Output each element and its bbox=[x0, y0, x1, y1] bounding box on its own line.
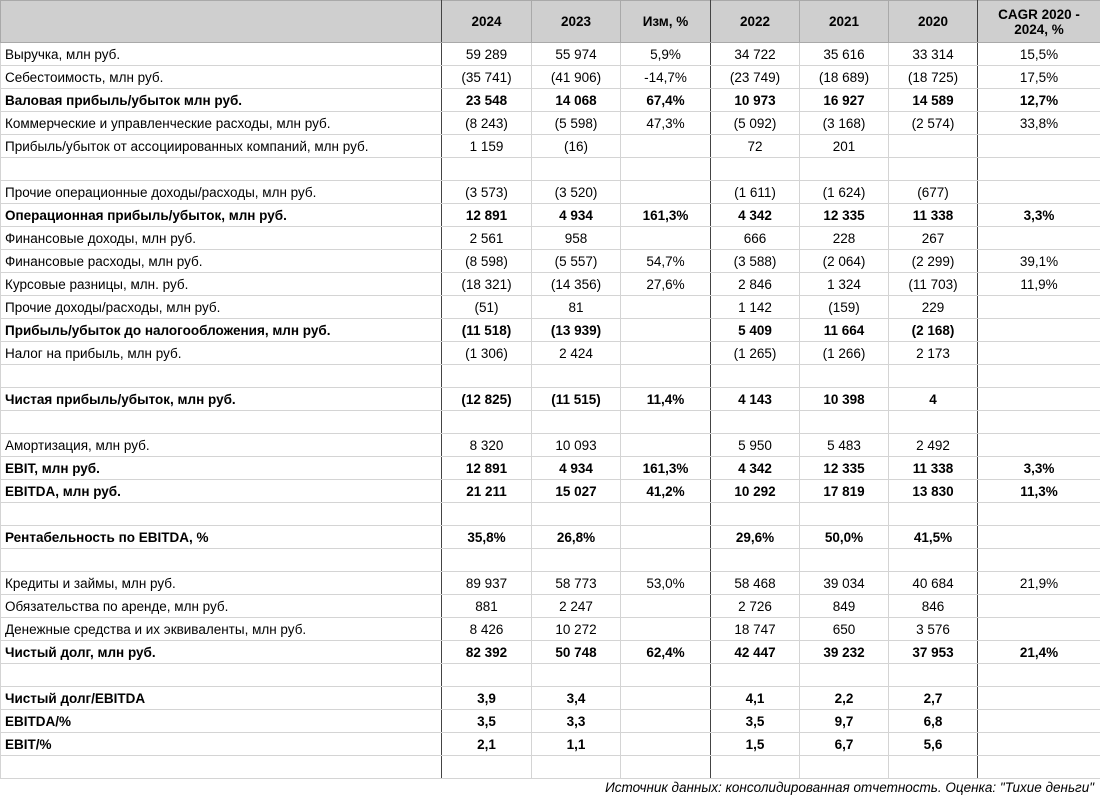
value-cell[interactable]: 37 953 bbox=[889, 641, 978, 664]
value-cell[interactable] bbox=[621, 181, 711, 204]
value-cell[interactable]: (3 588) bbox=[711, 250, 800, 273]
value-cell[interactable]: (677) bbox=[889, 181, 978, 204]
row-label-cell[interactable]: Операционная прибыль/убыток, млн руб. bbox=[1, 204, 442, 227]
value-cell[interactable]: (3 573) bbox=[442, 181, 532, 204]
value-cell[interactable]: (3 168) bbox=[800, 112, 889, 135]
header-col-2020[interactable]: 2020 bbox=[889, 1, 978, 43]
value-cell[interactable] bbox=[978, 549, 1100, 572]
value-cell[interactable]: 35 616 bbox=[800, 43, 889, 66]
table-row bbox=[1, 158, 1100, 181]
value-cell[interactable] bbox=[978, 388, 1100, 411]
source-note: Источник данных: консолидированная отчетность. Оценка: "Тихие деньги" bbox=[605, 780, 1094, 795]
value-cell[interactable]: (2 168) bbox=[889, 319, 978, 342]
table-row bbox=[1, 342, 1100, 365]
value-cell[interactable] bbox=[711, 549, 800, 572]
table-row bbox=[1, 756, 1100, 779]
value-cell[interactable]: (18 321) bbox=[442, 273, 532, 296]
value-cell[interactable] bbox=[621, 710, 711, 733]
row-label-cell[interactable] bbox=[1, 411, 442, 434]
value-cell[interactable]: 8 426 bbox=[442, 618, 532, 641]
value-cell[interactable] bbox=[978, 733, 1100, 756]
value-cell[interactable]: 3,5 bbox=[711, 710, 800, 733]
row-label-cell[interactable]: Прибыль/убыток от ассоциированных компаний, млн руб. bbox=[1, 135, 442, 158]
value-cell[interactable] bbox=[800, 365, 889, 388]
value-cell[interactable]: (1 266) bbox=[800, 342, 889, 365]
value-cell[interactable] bbox=[442, 365, 532, 388]
value-cell[interactable] bbox=[978, 158, 1100, 181]
row-label-cell[interactable] bbox=[1, 664, 442, 687]
value-cell[interactable] bbox=[711, 365, 800, 388]
value-cell[interactable]: 3,3 bbox=[532, 710, 621, 733]
value-cell[interactable]: 35,8% bbox=[442, 526, 532, 549]
value-cell[interactable] bbox=[889, 411, 978, 434]
value-cell[interactable] bbox=[978, 503, 1100, 526]
value-cell[interactable]: 3,5 bbox=[442, 710, 532, 733]
table-body bbox=[1, 43, 1100, 779]
value-cell[interactable]: 11,9% bbox=[978, 273, 1100, 296]
value-cell[interactable] bbox=[532, 503, 621, 526]
value-cell[interactable] bbox=[978, 365, 1100, 388]
value-cell[interactable]: 39 232 bbox=[800, 641, 889, 664]
value-cell[interactable] bbox=[442, 549, 532, 572]
value-cell[interactable] bbox=[889, 549, 978, 572]
table-row bbox=[1, 664, 1100, 687]
value-cell[interactable] bbox=[978, 526, 1100, 549]
value-cell[interactable] bbox=[889, 365, 978, 388]
row-label-cell[interactable]: Налог на прибыль, млн руб. bbox=[1, 342, 442, 365]
value-cell[interactable]: 958 bbox=[532, 227, 621, 250]
value-cell[interactable] bbox=[889, 158, 978, 181]
value-cell[interactable]: (11 703) bbox=[889, 273, 978, 296]
value-cell[interactable] bbox=[800, 549, 889, 572]
value-cell[interactable]: 50,0% bbox=[800, 526, 889, 549]
header-col-2023[interactable]: 2023 bbox=[532, 1, 621, 43]
value-cell[interactable]: 5,9% bbox=[621, 43, 711, 66]
value-cell[interactable] bbox=[978, 664, 1100, 687]
value-cell[interactable]: 89 937 bbox=[442, 572, 532, 595]
value-cell[interactable]: (35 741) bbox=[442, 66, 532, 89]
value-cell[interactable] bbox=[621, 687, 711, 710]
value-cell[interactable]: 10 272 bbox=[532, 618, 621, 641]
value-cell[interactable] bbox=[889, 135, 978, 158]
table-row bbox=[1, 618, 1100, 641]
value-cell[interactable] bbox=[621, 526, 711, 549]
value-cell[interactable] bbox=[621, 664, 711, 687]
row-label-cell[interactable]: Чистая прибыль/убыток, млн руб. bbox=[1, 388, 442, 411]
value-cell[interactable]: 4 342 bbox=[711, 457, 800, 480]
value-cell[interactable]: 4 bbox=[889, 388, 978, 411]
value-cell[interactable]: 2 173 bbox=[889, 342, 978, 365]
value-cell[interactable] bbox=[532, 365, 621, 388]
row-label-cell[interactable]: Финансовые расходы, млн руб. bbox=[1, 250, 442, 273]
value-cell[interactable]: 17 819 bbox=[800, 480, 889, 503]
value-cell[interactable]: 2,7 bbox=[889, 687, 978, 710]
value-cell[interactable]: (1 306) bbox=[442, 342, 532, 365]
value-cell[interactable]: (5 557) bbox=[532, 250, 621, 273]
value-cell[interactable] bbox=[621, 756, 711, 779]
value-cell[interactable]: 4,1 bbox=[711, 687, 800, 710]
value-cell[interactable]: 11,4% bbox=[621, 388, 711, 411]
value-cell[interactable]: 10 973 bbox=[711, 89, 800, 112]
value-cell[interactable] bbox=[978, 296, 1100, 319]
table-row bbox=[1, 572, 1100, 595]
value-cell[interactable] bbox=[889, 756, 978, 779]
value-cell[interactable] bbox=[800, 756, 889, 779]
value-cell[interactable]: 2,2 bbox=[800, 687, 889, 710]
header-col-2024[interactable]: 2024 bbox=[442, 1, 532, 43]
value-cell[interactable] bbox=[621, 434, 711, 457]
value-cell[interactable]: 1 142 bbox=[711, 296, 800, 319]
value-cell[interactable]: 29,6% bbox=[711, 526, 800, 549]
value-cell[interactable] bbox=[442, 664, 532, 687]
value-cell[interactable]: (18 689) bbox=[800, 66, 889, 89]
value-cell[interactable]: 4 934 bbox=[532, 457, 621, 480]
value-cell[interactable]: 21,9% bbox=[978, 572, 1100, 595]
value-cell[interactable] bbox=[978, 687, 1100, 710]
value-cell[interactable]: 2 846 bbox=[711, 273, 800, 296]
value-cell[interactable]: 14 589 bbox=[889, 89, 978, 112]
value-cell[interactable]: (1 611) bbox=[711, 181, 800, 204]
value-cell[interactable]: 11 338 bbox=[889, 457, 978, 480]
value-cell[interactable] bbox=[889, 664, 978, 687]
header-col-2021[interactable]: 2021 bbox=[800, 1, 889, 43]
value-cell[interactable]: 41,5% bbox=[889, 526, 978, 549]
table-row bbox=[1, 112, 1100, 135]
row-label-cell[interactable]: Денежные средства и их эквиваленты, млн руб. bbox=[1, 618, 442, 641]
value-cell[interactable]: 67,4% bbox=[621, 89, 711, 112]
value-cell[interactable] bbox=[889, 503, 978, 526]
value-cell[interactable]: 849 bbox=[800, 595, 889, 618]
value-cell[interactable]: 201 bbox=[800, 135, 889, 158]
value-cell[interactable]: 2 726 bbox=[711, 595, 800, 618]
row-label-cell[interactable]: Чистый долг/EBITDA bbox=[1, 687, 442, 710]
value-cell[interactable]: 666 bbox=[711, 227, 800, 250]
table-row bbox=[1, 227, 1100, 250]
value-cell[interactable]: 4 934 bbox=[532, 204, 621, 227]
value-cell[interactable]: 11 664 bbox=[800, 319, 889, 342]
value-cell[interactable]: 82 392 bbox=[442, 641, 532, 664]
value-cell[interactable]: 13 830 bbox=[889, 480, 978, 503]
table-row bbox=[1, 365, 1100, 388]
header-col-cagr[interactable]: CAGR 2020 - 2024, % bbox=[978, 1, 1100, 43]
row-label-cell[interactable] bbox=[1, 365, 442, 388]
value-cell[interactable]: 39 034 bbox=[800, 572, 889, 595]
row-label-cell[interactable]: EBIT, млн руб. bbox=[1, 457, 442, 480]
value-cell[interactable] bbox=[532, 664, 621, 687]
row-label-cell[interactable]: Амортизация, млн руб. bbox=[1, 434, 442, 457]
value-cell[interactable]: (2 299) bbox=[889, 250, 978, 273]
value-cell[interactable]: 6,7 bbox=[800, 733, 889, 756]
value-cell[interactable]: 6,8 bbox=[889, 710, 978, 733]
value-cell[interactable]: 2,1 bbox=[442, 733, 532, 756]
value-cell[interactable] bbox=[532, 549, 621, 572]
value-cell[interactable] bbox=[621, 365, 711, 388]
value-cell[interactable]: 16 927 bbox=[800, 89, 889, 112]
table-row bbox=[1, 549, 1100, 572]
value-cell[interactable]: 27,6% bbox=[621, 273, 711, 296]
row-label-cell[interactable]: Кредиты и займы, млн руб. bbox=[1, 572, 442, 595]
value-cell[interactable]: 12 335 bbox=[800, 457, 889, 480]
value-cell[interactable]: 1 159 bbox=[442, 135, 532, 158]
value-cell[interactable]: 267 bbox=[889, 227, 978, 250]
value-cell[interactable] bbox=[711, 411, 800, 434]
value-cell[interactable]: 5,6 bbox=[889, 733, 978, 756]
value-cell[interactable]: 58 468 bbox=[711, 572, 800, 595]
value-cell[interactable]: 161,3% bbox=[621, 204, 711, 227]
table-row bbox=[1, 480, 1100, 503]
value-cell[interactable] bbox=[800, 664, 889, 687]
value-cell[interactable] bbox=[621, 296, 711, 319]
value-cell[interactable]: (3 520) bbox=[532, 181, 621, 204]
value-cell[interactable] bbox=[978, 411, 1100, 434]
value-cell[interactable]: 50 748 bbox=[532, 641, 621, 664]
value-cell[interactable]: (13 939) bbox=[532, 319, 621, 342]
table-row bbox=[1, 204, 1100, 227]
row-label-cell[interactable]: Выручка, млн руб. bbox=[1, 43, 442, 66]
value-cell[interactable]: 34 722 bbox=[711, 43, 800, 66]
value-cell[interactable]: 5 483 bbox=[800, 434, 889, 457]
value-cell[interactable] bbox=[711, 503, 800, 526]
table-row bbox=[1, 66, 1100, 89]
value-cell[interactable] bbox=[442, 158, 532, 181]
value-cell[interactable] bbox=[442, 411, 532, 434]
value-cell[interactable]: 17,5% bbox=[978, 66, 1100, 89]
row-label-cell[interactable]: EBITDA/% bbox=[1, 710, 442, 733]
value-cell[interactable] bbox=[621, 158, 711, 181]
value-cell[interactable]: 9,7 bbox=[800, 710, 889, 733]
value-cell[interactable]: 11 338 bbox=[889, 204, 978, 227]
table-row bbox=[1, 89, 1100, 112]
value-cell[interactable]: 3,4 bbox=[532, 687, 621, 710]
value-cell[interactable]: 2 561 bbox=[442, 227, 532, 250]
value-cell[interactable] bbox=[978, 756, 1100, 779]
value-cell[interactable]: (1 265) bbox=[711, 342, 800, 365]
row-label-cell[interactable]: Обязательства по аренде, млн руб. bbox=[1, 595, 442, 618]
value-cell[interactable]: (12 825) bbox=[442, 388, 532, 411]
table-row bbox=[1, 641, 1100, 664]
value-cell[interactable]: 5 950 bbox=[711, 434, 800, 457]
value-cell[interactable]: 881 bbox=[442, 595, 532, 618]
table-row bbox=[1, 687, 1100, 710]
value-cell[interactable]: 10 093 bbox=[532, 434, 621, 457]
value-cell[interactable] bbox=[621, 135, 711, 158]
table-row bbox=[1, 181, 1100, 204]
value-cell[interactable]: 1 324 bbox=[800, 273, 889, 296]
value-cell[interactable] bbox=[711, 664, 800, 687]
value-cell[interactable] bbox=[978, 319, 1100, 342]
value-cell[interactable]: (23 749) bbox=[711, 66, 800, 89]
value-cell[interactable]: 54,7% bbox=[621, 250, 711, 273]
row-label-cell[interactable] bbox=[1, 503, 442, 526]
table-row bbox=[1, 296, 1100, 319]
table-row bbox=[1, 595, 1100, 618]
value-cell[interactable]: 3,3% bbox=[978, 457, 1100, 480]
row-label-cell[interactable]: Себестоимость, млн руб. bbox=[1, 66, 442, 89]
table-row bbox=[1, 43, 1100, 66]
row-label-cell[interactable]: Прибыль/убыток до налогообложения, млн руб. bbox=[1, 319, 442, 342]
value-cell[interactable]: 33 314 bbox=[889, 43, 978, 66]
value-cell[interactable] bbox=[978, 710, 1100, 733]
value-cell[interactable]: 39,1% bbox=[978, 250, 1100, 273]
value-cell[interactable] bbox=[978, 434, 1100, 457]
value-cell[interactable]: (11 518) bbox=[442, 319, 532, 342]
value-cell[interactable]: 15 027 bbox=[532, 480, 621, 503]
value-cell[interactable] bbox=[978, 342, 1100, 365]
value-cell[interactable]: 10 292 bbox=[711, 480, 800, 503]
value-cell[interactable] bbox=[621, 411, 711, 434]
row-label-cell[interactable]: Рентабельность по EBITDA, % bbox=[1, 526, 442, 549]
value-cell[interactable]: (18 725) bbox=[889, 66, 978, 89]
value-cell[interactable]: 53,0% bbox=[621, 572, 711, 595]
value-cell[interactable]: 12 891 bbox=[442, 457, 532, 480]
value-cell[interactable]: 62,4% bbox=[621, 641, 711, 664]
table-row bbox=[1, 411, 1100, 434]
table-row bbox=[1, 388, 1100, 411]
value-cell[interactable]: 14 068 bbox=[532, 89, 621, 112]
value-cell[interactable]: 846 bbox=[889, 595, 978, 618]
value-cell[interactable]: 18 747 bbox=[711, 618, 800, 641]
value-cell[interactable] bbox=[978, 181, 1100, 204]
value-cell[interactable] bbox=[532, 756, 621, 779]
row-label-cell[interactable]: Курсовые разницы, млн. руб. bbox=[1, 273, 442, 296]
value-cell[interactable] bbox=[621, 503, 711, 526]
row-label-cell[interactable] bbox=[1, 549, 442, 572]
value-cell[interactable]: 161,3% bbox=[621, 457, 711, 480]
value-cell[interactable]: 4 342 bbox=[711, 204, 800, 227]
value-cell[interactable] bbox=[532, 411, 621, 434]
header-row bbox=[1, 1, 1100, 43]
value-cell[interactable]: 12,7% bbox=[978, 89, 1100, 112]
value-cell[interactable]: 229 bbox=[889, 296, 978, 319]
row-label-cell[interactable]: Прочие доходы/расходы, млн руб. bbox=[1, 296, 442, 319]
value-cell[interactable] bbox=[442, 503, 532, 526]
value-cell[interactable]: 1,5 bbox=[711, 733, 800, 756]
value-cell[interactable]: 40 684 bbox=[889, 572, 978, 595]
value-cell[interactable] bbox=[978, 618, 1100, 641]
value-cell[interactable]: 55 974 bbox=[532, 43, 621, 66]
value-cell[interactable]: 59 289 bbox=[442, 43, 532, 66]
value-cell[interactable]: 47,3% bbox=[621, 112, 711, 135]
value-cell[interactable]: -14,7% bbox=[621, 66, 711, 89]
header-col-change[interactable]: Изм, % bbox=[621, 1, 711, 43]
value-cell[interactable]: (8 598) bbox=[442, 250, 532, 273]
table-row bbox=[1, 733, 1100, 756]
value-cell[interactable]: 33,8% bbox=[978, 112, 1100, 135]
row-label-cell[interactable]: Валовая прибыль/убыток млн руб. bbox=[1, 89, 442, 112]
value-cell[interactable] bbox=[621, 342, 711, 365]
value-cell[interactable]: 72 bbox=[711, 135, 800, 158]
value-cell[interactable]: 12 335 bbox=[800, 204, 889, 227]
table-row bbox=[1, 710, 1100, 733]
value-cell[interactable]: (11 515) bbox=[532, 388, 621, 411]
value-cell[interactable] bbox=[800, 503, 889, 526]
value-cell[interactable] bbox=[621, 595, 711, 618]
value-cell[interactable] bbox=[978, 227, 1100, 250]
value-cell[interactable] bbox=[621, 227, 711, 250]
value-cell[interactable] bbox=[621, 618, 711, 641]
value-cell[interactable]: (8 243) bbox=[442, 112, 532, 135]
row-label-cell[interactable]: Финансовые доходы, млн руб. bbox=[1, 227, 442, 250]
value-cell[interactable]: (14 356) bbox=[532, 273, 621, 296]
row-label-cell[interactable]: Коммерческие и управленческие расходы, млн руб. bbox=[1, 112, 442, 135]
table-row bbox=[1, 457, 1100, 480]
value-cell[interactable]: (5 598) bbox=[532, 112, 621, 135]
table-row bbox=[1, 273, 1100, 296]
row-label-cell[interactable]: Чистый долг, млн руб. bbox=[1, 641, 442, 664]
value-cell[interactable]: 3 576 bbox=[889, 618, 978, 641]
value-cell[interactable]: 23 548 bbox=[442, 89, 532, 112]
value-cell[interactable]: (51) bbox=[442, 296, 532, 319]
row-label-cell[interactable] bbox=[1, 756, 442, 779]
value-cell[interactable]: 2 247 bbox=[532, 595, 621, 618]
value-cell[interactable]: 42 447 bbox=[711, 641, 800, 664]
value-cell[interactable]: 3,9 bbox=[442, 687, 532, 710]
value-cell[interactable] bbox=[621, 319, 711, 342]
value-cell[interactable] bbox=[711, 756, 800, 779]
value-cell[interactable]: 228 bbox=[800, 227, 889, 250]
value-cell[interactable]: 5 409 bbox=[711, 319, 800, 342]
table-row bbox=[1, 250, 1100, 273]
value-cell[interactable]: 41,2% bbox=[621, 480, 711, 503]
value-cell[interactable]: 2 424 bbox=[532, 342, 621, 365]
row-label-cell[interactable] bbox=[1, 158, 442, 181]
value-cell[interactable]: 8 320 bbox=[442, 434, 532, 457]
value-cell[interactable]: (5 092) bbox=[711, 112, 800, 135]
value-cell[interactable]: 1,1 bbox=[532, 733, 621, 756]
value-cell[interactable]: 58 773 bbox=[532, 572, 621, 595]
value-cell[interactable]: 21,4% bbox=[978, 641, 1100, 664]
value-cell[interactable]: 21 211 bbox=[442, 480, 532, 503]
row-label-cell[interactable]: Прочие операционные доходы/расходы, млн руб. bbox=[1, 181, 442, 204]
value-cell[interactable]: 3,3% bbox=[978, 204, 1100, 227]
value-cell[interactable] bbox=[532, 158, 621, 181]
value-cell[interactable] bbox=[978, 135, 1100, 158]
value-cell[interactable] bbox=[621, 733, 711, 756]
value-cell[interactable] bbox=[621, 549, 711, 572]
table-row bbox=[1, 434, 1100, 457]
value-cell[interactable]: 4 143 bbox=[711, 388, 800, 411]
value-cell[interactable] bbox=[978, 595, 1100, 618]
value-cell[interactable]: 10 398 bbox=[800, 388, 889, 411]
value-cell[interactable]: (16) bbox=[532, 135, 621, 158]
table-row bbox=[1, 319, 1100, 342]
value-cell[interactable]: 650 bbox=[800, 618, 889, 641]
value-cell[interactable]: 12 891 bbox=[442, 204, 532, 227]
value-cell[interactable]: 11,3% bbox=[978, 480, 1100, 503]
table-row bbox=[1, 503, 1100, 526]
value-cell[interactable]: 2 492 bbox=[889, 434, 978, 457]
value-cell[interactable] bbox=[442, 756, 532, 779]
value-cell[interactable]: (2 574) bbox=[889, 112, 978, 135]
value-cell[interactable]: (1 624) bbox=[800, 181, 889, 204]
table-row bbox=[1, 135, 1100, 158]
value-cell[interactable]: 81 bbox=[532, 296, 621, 319]
value-cell[interactable]: (159) bbox=[800, 296, 889, 319]
value-cell[interactable]: (2 064) bbox=[800, 250, 889, 273]
value-cell[interactable] bbox=[800, 158, 889, 181]
value-cell[interactable] bbox=[711, 158, 800, 181]
row-label-cell[interactable]: EBIT/% bbox=[1, 733, 442, 756]
value-cell[interactable] bbox=[800, 411, 889, 434]
header-label-cell[interactable] bbox=[1, 1, 442, 43]
value-cell[interactable]: (41 906) bbox=[532, 66, 621, 89]
table-row bbox=[1, 526, 1100, 549]
header-col-2022[interactable]: 2022 bbox=[711, 1, 800, 43]
row-label-cell[interactable]: EBITDA, млн руб. bbox=[1, 480, 442, 503]
value-cell[interactable]: 26,8% bbox=[532, 526, 621, 549]
value-cell[interactable]: 15,5% bbox=[978, 43, 1100, 66]
